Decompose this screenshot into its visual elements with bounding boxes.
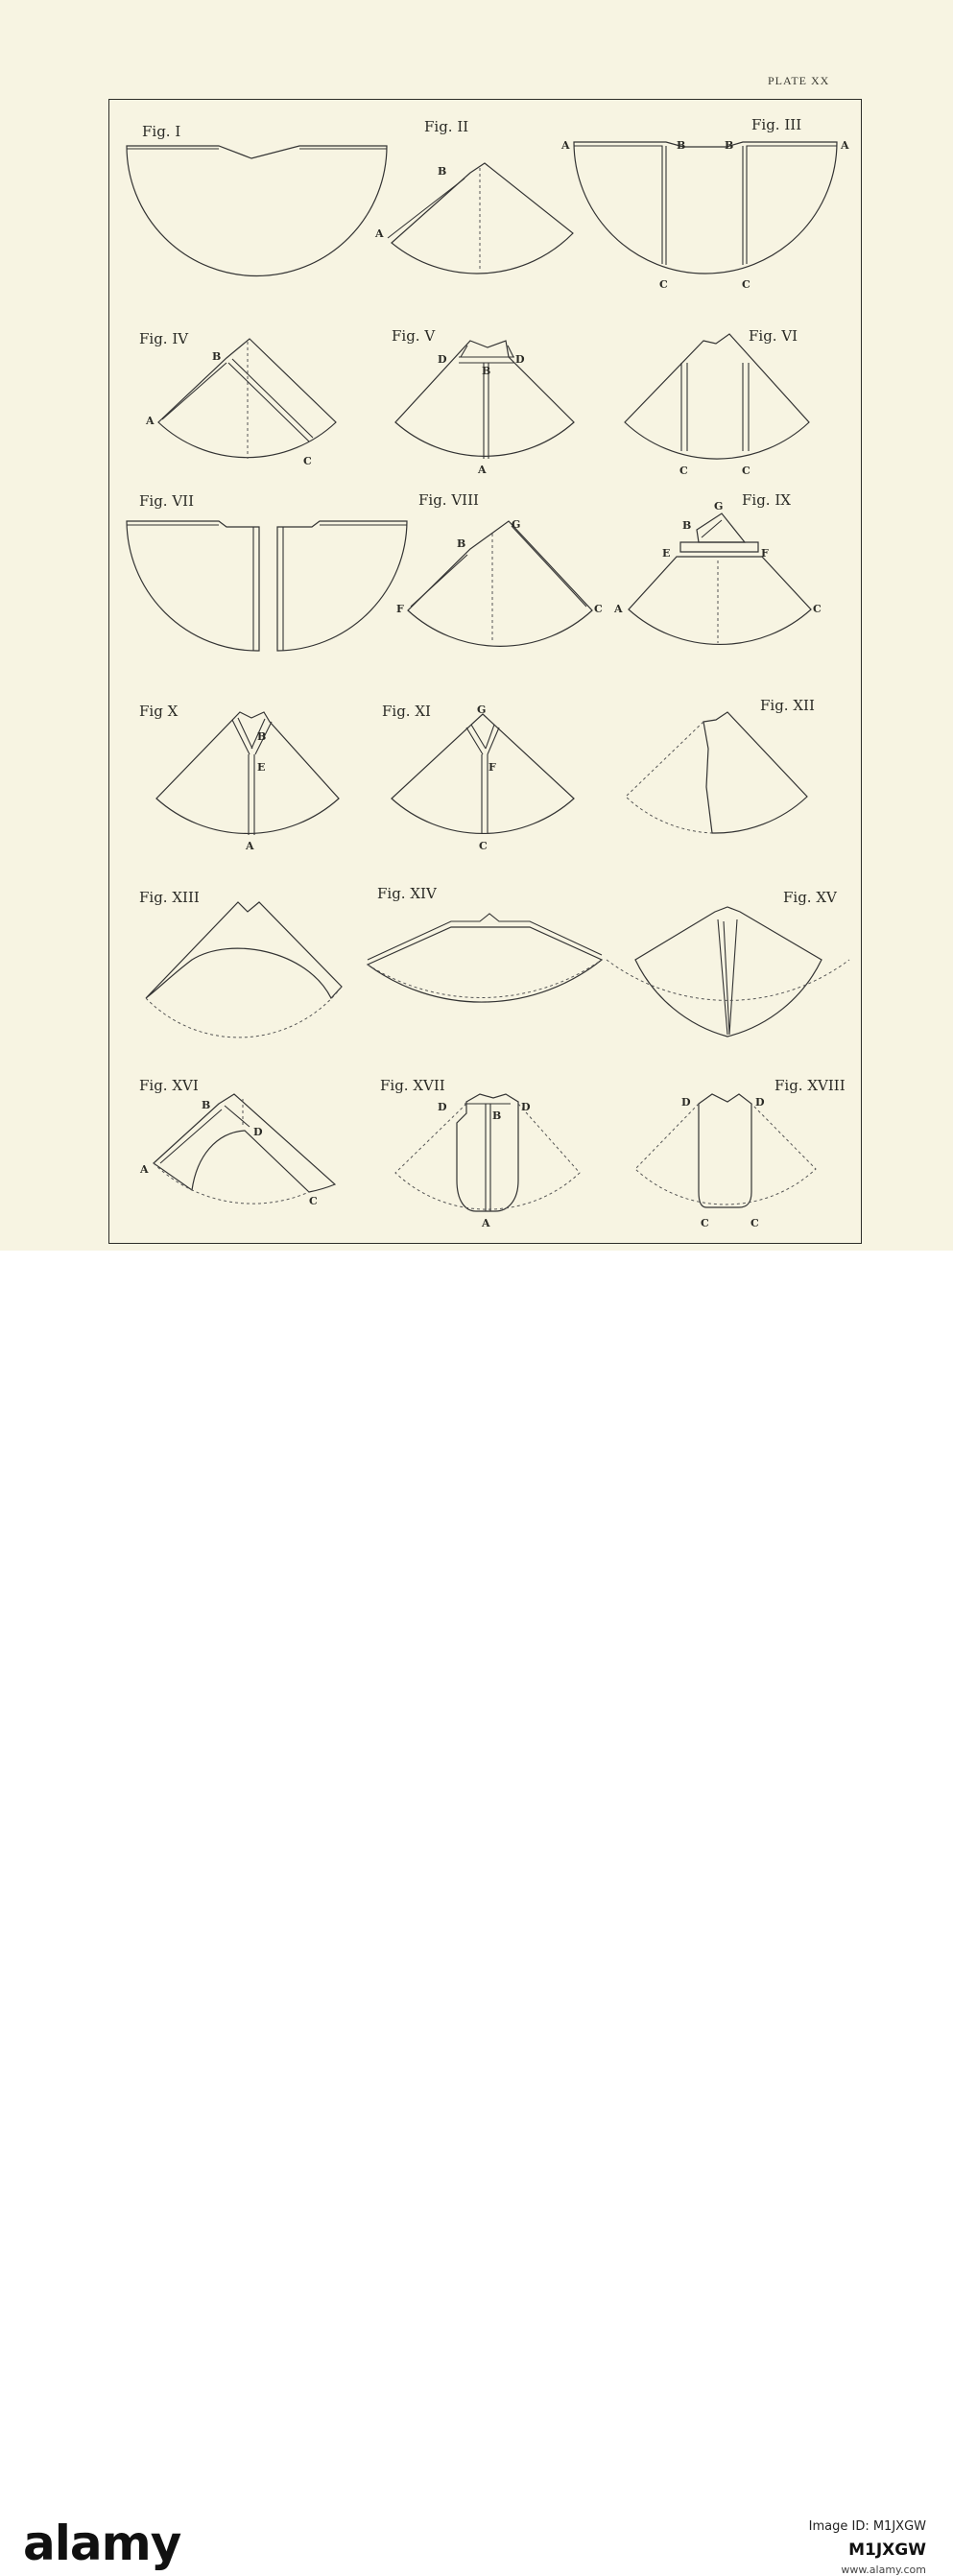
fig-5-label-d-left: D — [438, 353, 447, 366]
watermark-image-id-value: M1JXGW — [848, 2540, 926, 2560]
fig-3-label-a-left: A — [561, 139, 570, 152]
watermark-site: www.alamy.com — [841, 2564, 926, 2576]
fig-3-label-c-right: C — [742, 278, 750, 291]
fig-10-title: Fig X — [139, 703, 179, 720]
fig-9-title: Fig. IX — [742, 491, 791, 509]
fig-18-label-c-left: C — [701, 1217, 709, 1229]
fig-2-title: Fig. II — [424, 118, 469, 135]
fig-11-drawing — [392, 714, 574, 833]
fig-6-drawing — [625, 334, 809, 459]
fig-9-label-f: F — [761, 547, 769, 560]
fig-11-label-f: F — [488, 761, 496, 774]
fig-16-drawing — [154, 1094, 335, 1204]
fig-10-label-e: E — [257, 761, 266, 774]
fig-4-label-c: C — [303, 455, 312, 467]
fig-16-label-c: C — [309, 1195, 318, 1207]
fig-13-drawing — [146, 902, 342, 1038]
fig-8-title: Fig. VIII — [418, 491, 479, 509]
fig-9-label-b: B — [682, 519, 692, 532]
fig-14-title: Fig. XIV — [377, 885, 437, 902]
fig-3-label-c-left: C — [659, 278, 668, 291]
fig-11-title: Fig. XI — [382, 703, 431, 720]
plate-page — [0, 0, 953, 1251]
fig-8-label-b: B — [457, 537, 466, 550]
fig-15-title: Fig. XV — [783, 889, 837, 906]
fig-4-drawing — [158, 339, 336, 459]
fig-6-label-c-right: C — [742, 465, 750, 477]
fig-11-label-g: G — [477, 704, 487, 716]
fig-17-label-d-left: D — [438, 1101, 447, 1113]
watermark-image-id: Image ID: M1JXGW — [808, 2519, 926, 2534]
fig-15-drawing — [607, 907, 849, 1037]
fig-18-label-d-right: D — [755, 1096, 765, 1109]
fig-6-title: Fig. VI — [749, 327, 798, 345]
fig-3-drawing — [574, 142, 837, 274]
fig-12-drawing — [626, 712, 807, 833]
watermark-brand: alamy — [23, 2516, 181, 2571]
fig-9-label-g: G — [714, 500, 724, 513]
fig-1-title: Fig. I — [142, 123, 181, 140]
fig-3-title: Fig. III — [751, 116, 802, 133]
fig-8-label-f: F — [396, 603, 404, 615]
fig-11-label-c: C — [479, 840, 488, 852]
fig-5-label-d-right: D — [515, 353, 525, 366]
fig-9-label-a: A — [614, 603, 623, 615]
fig-8-drawing — [408, 521, 592, 646]
fig-18-label-c-right: C — [750, 1217, 759, 1229]
fig-12-title: Fig. XII — [760, 697, 815, 714]
fig-4-label-a: A — [146, 415, 155, 427]
fig-16-label-d: D — [253, 1126, 263, 1138]
watermark-footer — [0, 1251, 953, 2576]
fig-1-drawing — [127, 146, 387, 276]
fig-18-title: Fig. XVIII — [774, 1077, 846, 1094]
fig-3-label-b-right: B — [725, 139, 734, 152]
fig-7-drawing — [127, 521, 407, 651]
fig-8-label-g: G — [512, 518, 521, 531]
fig-5-drawing — [395, 341, 574, 459]
plate-diagram — [0, 0, 953, 1251]
fig-16-label-a: A — [140, 1163, 149, 1176]
fig-9-drawing — [629, 513, 811, 644]
fig-2-drawing — [388, 163, 573, 274]
fig-3-label-a-right: A — [841, 139, 849, 152]
fig-17-label-b: B — [492, 1109, 502, 1122]
fig-2-label-a: A — [375, 227, 384, 240]
fig-17-label-d-right: D — [521, 1101, 531, 1113]
fig-17-drawing — [395, 1094, 580, 1211]
plate-title: PLATE XX — [768, 74, 830, 87]
fig-16-title: Fig. XVI — [139, 1077, 199, 1094]
fig-4-label-b: B — [212, 350, 222, 363]
fig-16-label-b: B — [202, 1099, 211, 1111]
fig-13-title: Fig. XIII — [139, 889, 200, 906]
fig-7-title: Fig. VII — [139, 492, 195, 510]
fig-4-title: Fig. IV — [139, 330, 189, 347]
fig-3-label-b-left: B — [677, 139, 686, 152]
fig-10-label-a: A — [246, 840, 254, 852]
fig-14-drawing — [368, 914, 602, 1002]
fig-8-label-c: C — [594, 603, 603, 615]
fig-17-label-a: A — [482, 1217, 490, 1229]
fig-6-label-c-left: C — [679, 465, 688, 477]
fig-10-drawing — [156, 712, 339, 835]
fig-18-drawing — [635, 1094, 816, 1207]
fig-2-label-b: B — [438, 165, 447, 178]
fig-5-label-a: A — [478, 464, 487, 476]
fig-17-title: Fig. XVII — [380, 1077, 445, 1094]
fig-18-label-d-left: D — [681, 1096, 691, 1109]
fig-9-label-c: C — [813, 603, 822, 615]
fig-5-title: Fig. V — [392, 327, 436, 345]
fig-10-label-b: B — [257, 730, 267, 743]
fig-5-label-b: B — [482, 365, 491, 377]
fig-9-label-e: E — [662, 547, 671, 560]
